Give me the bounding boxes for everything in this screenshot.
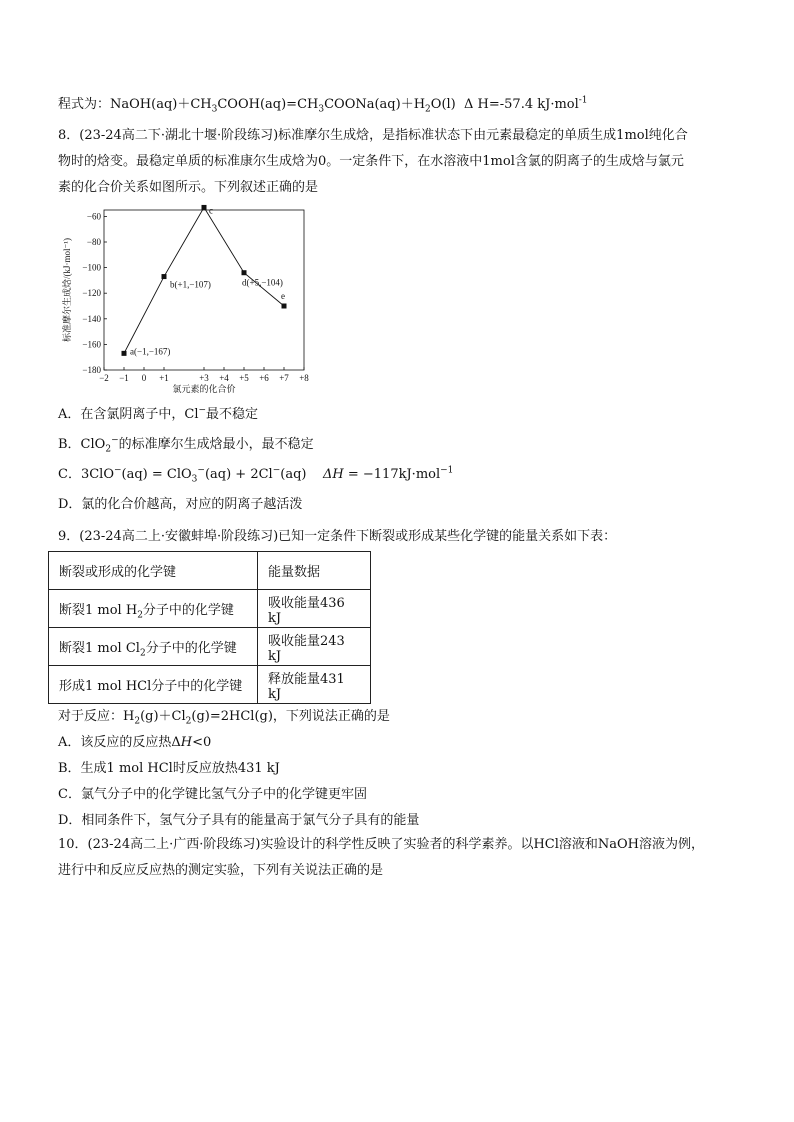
x-tick-label: +7 [279,373,289,383]
table-row [49,628,371,666]
x-tick-label: +8 [299,373,309,383]
top-equation: 程式为：$NaOH(aq)+CH_3COOH(aq)=CH_3COONa(aq)+H_2O(l)$ Δ H=-57.4 kJ·mol$^{-1}$ [58,95,588,115]
data-point-marker [202,205,207,210]
q8-option-b: B．ClO$_2$−的标准摩尔生成焓最小，最不稳定 [58,435,314,455]
q9-reaction: 对于反应：$H_2(g)+Cl_2(g)=2HCl(g)$，下列说法正确的是 [58,709,390,727]
table-cell-energy: 吸收能量243 kJ [258,628,371,666]
table-header-bond: 断裂或形成的化学键 [49,552,258,590]
y-ticks [82,211,107,375]
x-tick-label: 0 [141,373,147,383]
x-tick-label: +6 [259,373,269,383]
question-10 [58,832,748,884]
table-cell-bond: 形成1 mol HCl分子中的化学键 [49,666,258,704]
y-tick-label: −80 [86,237,101,247]
table-cell-bond: 断裂1 mol $H_2$分子中的化学键 [49,590,258,628]
x-tick-label: +4 [219,373,229,383]
data-point-label: a(−1,−167) [130,346,171,357]
q9-option-b: B．生成1 mol HCl时反应放热431 kJ [58,761,280,776]
energy-table [48,551,371,704]
y-tick-label: −120 [82,288,101,299]
data-point-label: c [209,205,213,216]
data-point-marker [162,274,167,279]
x-axis-label: 氯元素的化合价 [172,384,236,394]
x-tick-label: −2 [99,373,109,383]
table-cell-energy: 吸收能量436 kJ [258,590,371,628]
q8-stem-line-1: 8．(23-24高二下·湖北十堰·阶段练习)标准摩尔生成焓，是指标准状态下由元素最稳定的单质生成1mol纯化合 [58,128,688,143]
q8-option-d: D．氯的化合价越高，对应的阴离子越活泼 [58,497,303,512]
table-header-energy: 能量数据 [258,552,371,590]
table-row [49,590,371,628]
q9-option-c: C．氯气分子中的化学键比氢气分子中的化学键更牢固 [58,787,367,802]
data-point-marker [282,304,287,309]
q8-stem-line-3: 素的化合价关系如图所示。下列叙述正确的是 [58,180,319,195]
table-cell-energy: 释放能量431 kJ [258,666,371,704]
q10-stem-line-2: 进行中和反应反应热的测定实验，下列有关说法正确的是 [58,863,384,878]
enthalpy-chart-svg [58,202,318,398]
x-tick-label: +3 [199,373,209,383]
x-tick-label: −1 [119,373,129,383]
x-tick-label: +1 [159,373,169,383]
y-tick-label: −180 [82,365,101,375]
table-cell-bond: 断裂1 mol $Cl_2$分子中的化学键 [49,628,258,666]
table-row [49,666,371,704]
question-9: 9．(23-24高二上·安徽蚌埠·阶段练习)已知一定条件下断裂或形成某些化学键的能量关系如下表： [58,529,617,544]
q9-body [58,704,748,834]
y-tick-label: −140 [82,313,101,324]
y-axis-label: 标准摩尔生成焓/(kJ·mol⁻¹) [62,238,72,342]
y-tick-label: −60 [86,211,101,222]
data-point-marker [242,270,247,275]
data-point-label: d(+5,−104) [242,277,283,288]
data-point-marker [122,351,127,356]
data-point-label: e [281,291,285,301]
q9-option-a: A．该反应的反应热ΔH<0 [58,735,212,750]
table-header-row [49,552,371,590]
question-8 [58,123,748,201]
x-ticks [99,367,309,383]
y-tick-label: −100 [82,262,101,273]
q8-option-a: A．在含氯阴离子中，Cl−最不稳定 [58,405,259,422]
q8-options [58,402,748,522]
data-points [122,205,287,356]
data-point-label: b(+1,−107) [170,279,211,290]
q8-option-c: C．3ClO−(aq) = ClO$_3$−(aq) + 2Cl−(aq) ΔH = −117kJ·mol$^{-1}$ [58,465,454,485]
q9-option-d: D．相同条件下，氢气分子具有的能量高于氯气分子具有的能量 [58,813,420,828]
enthalpy-chart [58,202,318,398]
q8-stem-line-2: 物时的焓变。最稳定单质的标准康尔生成焓为0。一定条件下，在水溶液中1mol含氯的阴离子的生成焓与氯元 [58,154,684,169]
q10-stem-line-1: 10．(23-24高二上·广西·阶段练习)实验设计的科学性反映了实验者的科学素养。以HCl溶液和NaOH溶液为例， [58,837,704,852]
x-tick-label: +5 [239,373,249,383]
y-tick-label: −160 [82,339,101,350]
